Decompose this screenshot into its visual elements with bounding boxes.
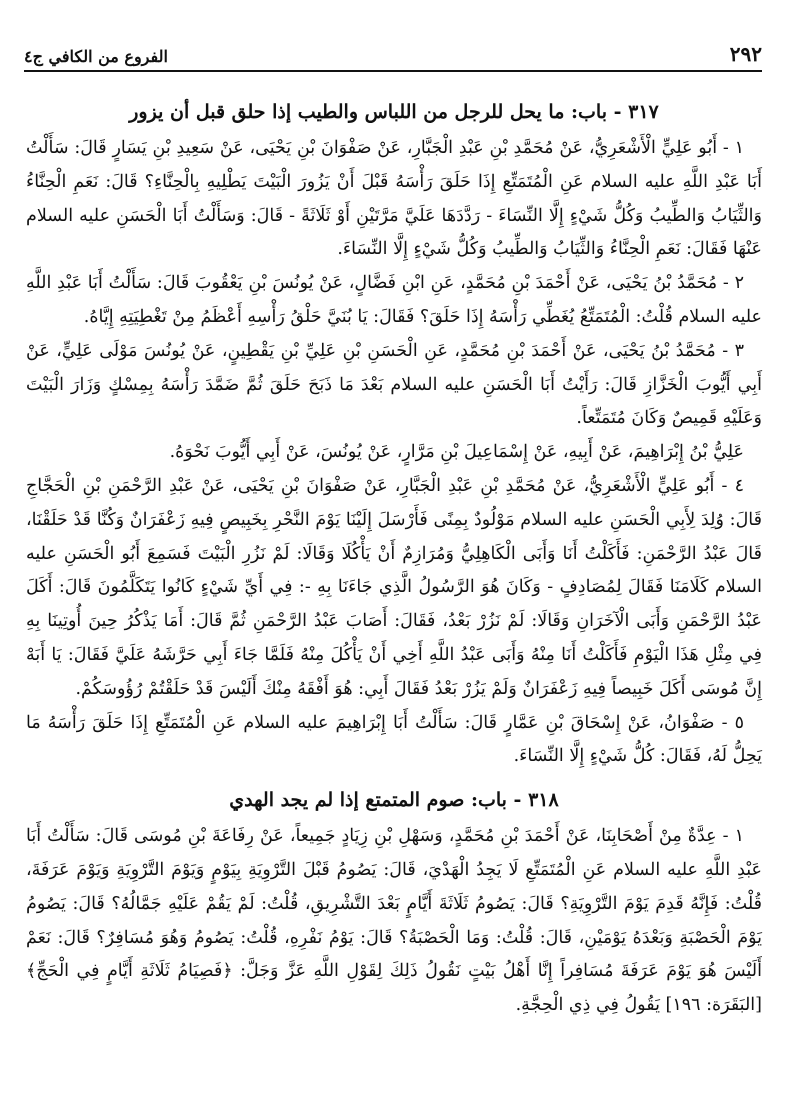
hadith-paragraph: ١ - عِدَّةٌ مِنْ أَصْحَابِنَا، عَنْ أَحْمَدَ بْنِ مُحَمَّدٍ، وَسَهْلِ بْنِ زِيَادٍ جَمِيعاً، عَنْ رِفَاعَةَ بْنِ مُوسَى قَالَ: سَأَلْتُ أَبَا عَبْدِ اللَّهِ عليه السلام عَنِ الْمُتَمَتِّعِ لَا يَجِدُ الْهَدْيَ، قَالَ: يَصُومُ قَبْلَ التَّرْوِيَةِ بِيَوْمٍ وَيَوْمَ التَّرْوِيَةِ وَيَوْمَ عَرَفَةَ، قُلْتُ: فَإِنَّهُ قَدِمَ يَوْمَ التَّرْوِيَةِ؟ قَالَ: يَصُومُ ثَلَاثَةَ أَيَّامٍ بَعْدَ التَّشْرِيقِ، قُلْتُ: لَمْ يَقُمْ عَلَيْهِ جَمَّالُهُ؟ قَالَ: يَصُومُ يَوْمَ الْحَصْبَةِ وَبَعْدَهُ يَوْمَيْنِ، قَالَ: قُلْتُ: وَمَا الْحَصْبَةُ؟ قَالَ: يَوْمُ نَفْرِهِ، قُلْتُ: يَصُومُ وَهُوَ مُسَافِرٌ؟ قَالَ: نَعَمْ أَلَيْسَ هُوَ يَوْمَ عَرَفَةَ مُسَافِراً إِنَّا أَهْلُ بَيْتٍ نَقُولُ ذَلِكَ لِقَوْلِ اللَّهِ عَزَّ وَجَلَّ: ﴿فَصِيَامُ ثَلَاثَةِ أَيَّامٍ فِي الْحَجِّ﴾ [البَقَرَة: ١٩٦] يَقُولُ فِي ذِي الْحِجَّةِ. (26, 826, 762, 1016)
page-header (24, 38, 762, 66)
hadith-paragraph: ٣ - مُحَمَّدُ بْنُ يَحْيَى، عَنْ أَحْمَدَ بْنِ مُحَمَّدٍ، عَنِ الْحَسَنِ بْنِ عَلِيِّ بْنِ يَقْطِينٍ، عَنْ يُونُسَ مَوْلَى عَلِيٍّ، عَنْ أَبِي أَيُّوبَ الْخَزَّازِ قَالَ: رَأَيْتُ أَبَا الْحَسَنِ عليه السلام بَعْدَ مَا ذَبَحَ حَلَقَ ثُمَّ ضَمَّدَ رَأْسَهُ بِمِسْكٍ وَزَارَ الْبَيْتَ وَعَلَيْهِ قَمِيصٌ وَكَانَ مُتَمَتِّعاً. (26, 340, 762, 429)
running-title: الفروع من الكافي ج٤ (24, 47, 168, 66)
hadith-paragraph: ١ - أَبُو عَلِيٍّ الْأَشْعَرِيُّ، عَنْ مُحَمَّدِ بْنِ عَبْدِ الْجَبَّارِ، عَنْ صَفْوَانَ بْنِ يَحْيَى، عَنْ سَعِيدِ بْنِ يَسَارٍ قَالَ: سَأَلْتُ أَبَا عَبْدِ اللَّهِ عليه السلام عَنِ الْمُتَمَتِّعِ إِذَا حَلَقَ رَأْسَهُ قَبْلَ أَنْ يَزُورَ الْبَيْتَ يَطْلِيهِ بِالْحِنَّاءِ؟ قَالَ: نَعَمِ الْحِنَّاءُ وَالثِّيَابُ وَالطِّيبُ وَكُلُّ شَيْءٍ إِلَّا النِّسَاءَ - رَدَّدَهَا عَلَيَّ مَرَّتَيْنِ أَوْ ثَلَاثَةً - قَالَ: وَسَأَلْتُ أَبَا الْحَسَنِ عليه السلام عَنْهَا فَقَالَ: نَعَمِ الْحِنَّاءُ وَالثِّيَابُ وَالطِّيبُ وَكُلُّ شَيْءٍ إِلَّا النِّسَاءَ. (26, 138, 762, 260)
page-body (26, 92, 762, 1023)
hadith-paragraph: ٤ - أَبُو عَلِيٍّ الْأَشْعَرِيُّ، عَنْ مُحَمَّدِ بْنِ عَبْدِ الْجَبَّارِ، عَنْ صَفْوَانَ بْنِ يَحْيَى، عَنْ عَبْدِ الرَّحْمَنِ بْنِ الْحَجَّاجِ قَالَ: وُلِدَ لِأَبِي الْحَسَنِ عليه السلام مَوْلُودٌ بِمِنًى فَأَرْسَلَ إِلَيْنَا يَوْمَ النَّحْرِ بِخَبِيصٍ فِيهِ زَعْفَرَانٌ وَكُنَّا قَدْ حَلَقْنَا، قَالَ عَبْدُ الرَّحْمَنِ: فَأَكَلْتُ أَنَا وَأَبَى الْكَاهِلِيُّ وَمُرَازِمٌ أَنْ يَأْكُلَا وَقَالَا: لَمْ نَزُرِ الْبَيْتَ فَسَمِعَ أَبُو الْحَسَنِ عليه السلام كَلَامَنَا فَقَالَ لِمُصَادِفٍ - وَكَانَ هُوَ الرَّسُولُ الَّذِي جَاءَنَا بِهِ -: فِي أَيِّ شَيْءٍ كَانُوا يَتَكَلَّمُونَ قَالَ: أَكَلَ عَبْدُ الرَّحْمَنِ وَأَبَى الْآخَرَانِ وَقَالَا: لَمْ نَزُرْ بَعْدُ، فَقَالَ: أَصَابَ عَبْدُ الرَّحْمَنِ ثُمَّ قَالَ: أَمَا يَذْكُرُ حِينَ أُوتِينَا بِهِ فِي مِثْلِ هَذَا الْيَوْمِ فَأَكَلْتُ أَنَا مِنْهُ وَأَبَى عَبْدُ اللَّهِ أَخِي أَنْ يَأْكُلَ مِنْهُ فَلَمَّا جَاءَ أَبِي حَرَّشَهُ عَلَيَّ فَقَالَ: يَا أَبَهْ إِنَّ مُوسَى أَكَلَ خَبِيصاً فِيهِ زَعْفَرَانٌ وَلَمْ يَزُرْ بَعْدُ فَقَالَ أَبِي: هُوَ أَفْقَهُ مِنْكَ أَلَيْسَ قَدْ حَلَقْتُمْ رُؤُوسَكُمْ. (26, 475, 762, 699)
page-number: ٢٩٢ (729, 42, 762, 66)
hadith-paragraph: ٢ - مُحَمَّدُ بْنُ يَحْيَى، عَنْ أَحْمَدَ بْنِ مُحَمَّدٍ، عَنِ ابْنِ فَضَّالٍ، عَنْ يُونُسَ بْنِ يَعْقُوبَ قَالَ: سَأَلْتُ أَبَا عَبْدِ اللَّهِ عليه السلام قُلْتُ: الْمُتَمَتِّعُ يُغَطِّي رَأْسَهُ إِذَا حَلَقَ؟ فَقَالَ: يَا بُنَيَّ حَلْقُ رَأْسِهِ أَعْظَمُ مِنْ تَغْطِيَتِهِ إِيَّاهُ. (26, 273, 762, 327)
hadith-paragraph: ٥ - صَفْوَانُ، عَنْ إِسْحَاقَ بْنِ عَمَّارٍ قَالَ: سَأَلْتُ أَبَا إِبْرَاهِيمَ عليه السلام عَنِ الْمُتَمَتِّعِ إِذَا حَلَقَ رَأْسَهُ مَا يَحِلُّ لَهُ، فَقَالَ: كُلُّ شَيْءٍ إِلَّا النِّسَاءَ. (26, 712, 762, 767)
header-rule (24, 70, 762, 72)
chapter-title: ٣١٧ - باب: ما يحل للرجل من اللباس والطيب إذا حلق قبل أن يزور (129, 101, 659, 123)
chapter-title: ٣١٨ - باب: صوم المتمتع إذا لم يجد الهدي (229, 789, 559, 812)
hadith-paragraph: عَلِيُّ بْنُ إِبْرَاهِيمَ، عَنْ أَبِيهِ، عَنْ إِسْمَاعِيلَ بْنِ مَرَّارٍ، عَنْ يُونُسَ، عَنْ أَبِي أَيُّوبَ نَحْوَهُ. (169, 442, 744, 463)
